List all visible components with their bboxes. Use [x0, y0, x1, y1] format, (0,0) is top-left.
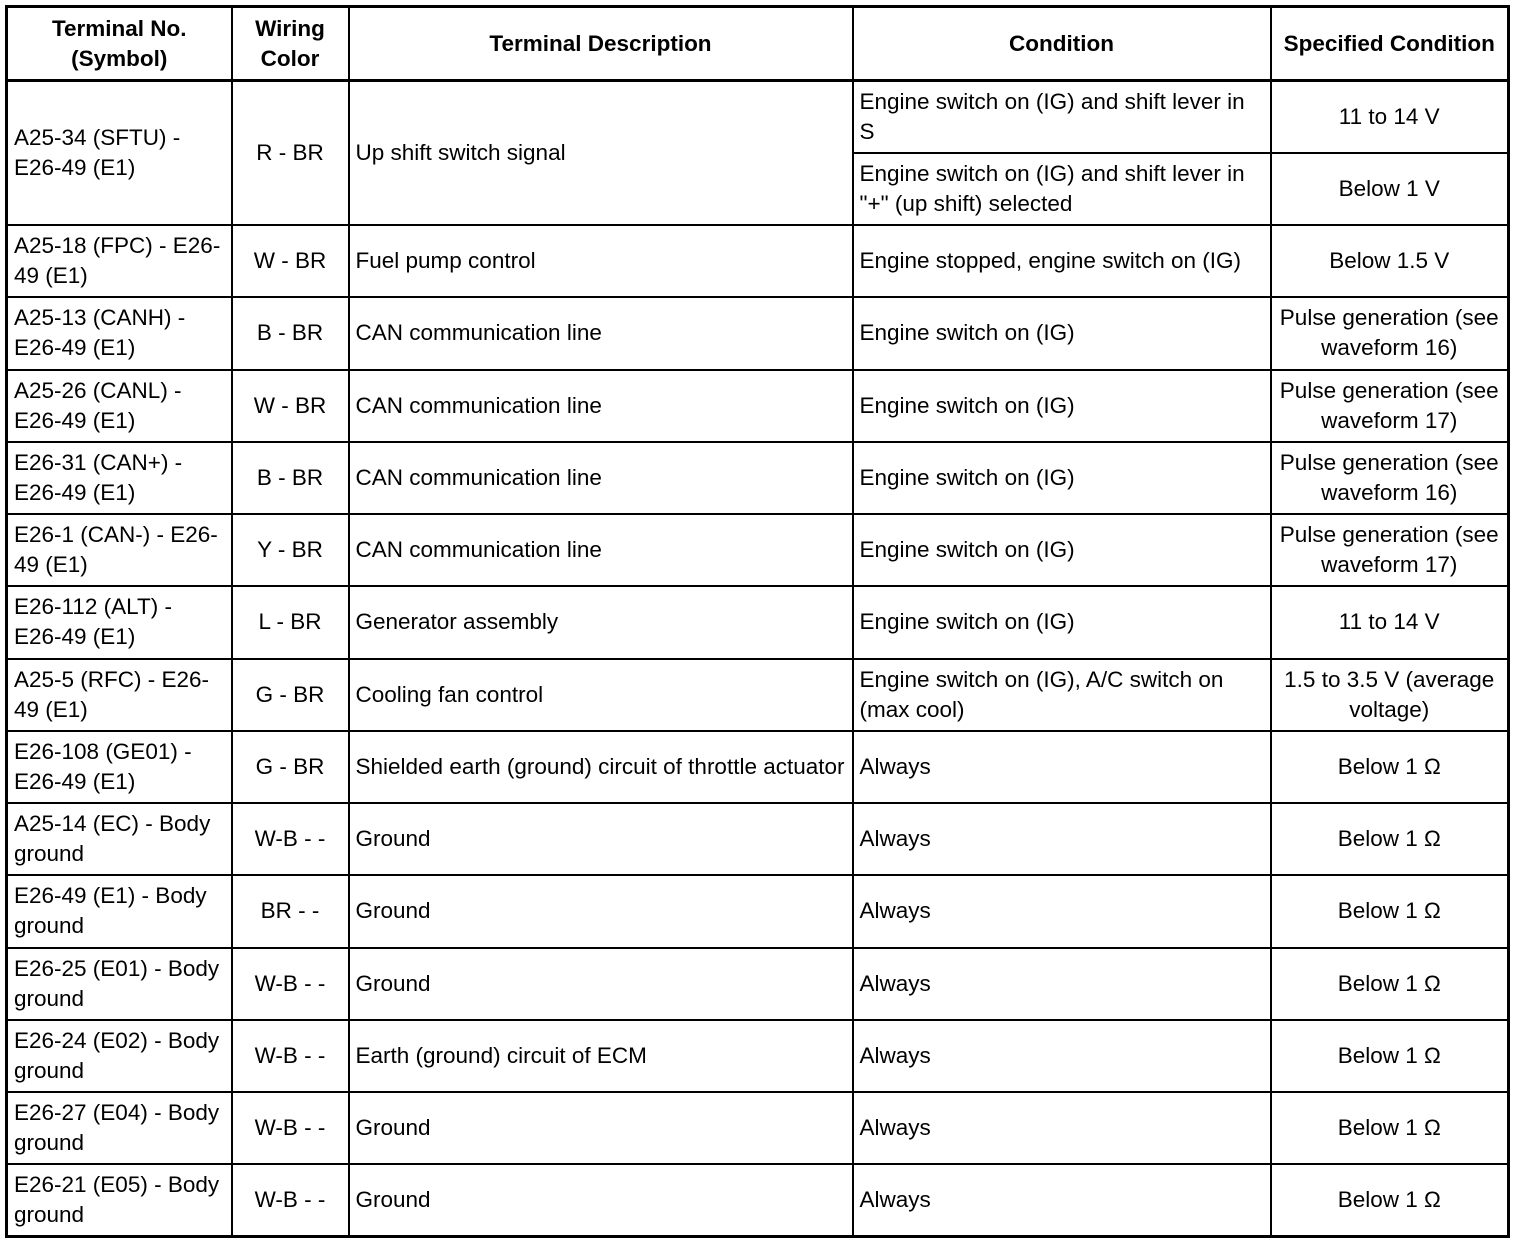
- cell-specified: Below 1 Ω: [1271, 1092, 1509, 1164]
- cell-terminal: E26-27 (E04) - Body ground: [7, 1092, 232, 1164]
- cell-terminal: E26-24 (E02) - Body ground: [7, 1020, 232, 1092]
- cell-specified: 11 to 14 V: [1271, 81, 1509, 153]
- cell-description: Ground: [349, 803, 853, 875]
- cell-condition: Always: [853, 1164, 1271, 1236]
- cell-description: Earth (ground) circuit of ECM: [349, 1020, 853, 1092]
- cell-condition: Always: [853, 875, 1271, 947]
- cell-description: Ground: [349, 1164, 853, 1236]
- cell-wiring-color: W - BR: [232, 370, 349, 442]
- cell-description: Up shift switch signal: [349, 81, 853, 226]
- cell-condition: Always: [853, 1092, 1271, 1164]
- cell-wiring-color: W - BR: [232, 225, 349, 297]
- header-terminal: Terminal No. (Symbol): [7, 7, 232, 81]
- cell-terminal: E26-21 (E05) - Body ground: [7, 1164, 232, 1236]
- cell-description: Cooling fan control: [349, 659, 853, 731]
- table-row: [7, 81, 1509, 153]
- terminal-spec-table-container: [5, 5, 1507, 1238]
- cell-terminal: A25-13 (CANH) - E26-49 (E1): [7, 297, 232, 369]
- cell-wiring-color: Y - BR: [232, 514, 349, 586]
- cell-wiring-color: W-B - -: [232, 1164, 349, 1236]
- cell-specified: Below 1 Ω: [1271, 731, 1509, 803]
- cell-wiring-color: G - BR: [232, 731, 349, 803]
- table-row: [7, 514, 1509, 586]
- cell-specified: Below 1 Ω: [1271, 948, 1509, 1020]
- header-wiring-color: Wiring Color: [232, 7, 349, 81]
- terminal-spec-table: [5, 5, 1510, 1238]
- table-row: [7, 948, 1509, 1020]
- cell-description: Shielded earth (ground) circuit of throttle actuator: [349, 731, 853, 803]
- cell-terminal: E26-49 (E1) - Body ground: [7, 875, 232, 947]
- cell-terminal: E26-31 (CAN+) - E26-49 (E1): [7, 442, 232, 514]
- cell-terminal: A25-5 (RFC) - E26-49 (E1): [7, 659, 232, 731]
- cell-condition: Engine switch on (IG) and shift lever in "+" (up shift) selected: [853, 153, 1271, 225]
- table-row: [7, 731, 1509, 803]
- cell-specified: 11 to 14 V: [1271, 586, 1509, 658]
- cell-specified: Below 1 V: [1271, 153, 1509, 225]
- table-row: [7, 803, 1509, 875]
- table-row: [7, 1020, 1509, 1092]
- header-terminal-description: Terminal Description: [349, 7, 853, 81]
- table-row: [7, 875, 1509, 947]
- cell-specified: Pulse generation (see waveform 16): [1271, 297, 1509, 369]
- table-row: [7, 1092, 1509, 1164]
- cell-wiring-color: R - BR: [232, 81, 349, 226]
- cell-description: CAN communication line: [349, 370, 853, 442]
- table-row: [7, 659, 1509, 731]
- cell-terminal: E26-108 (GE01) - E26-49 (E1): [7, 731, 232, 803]
- cell-description: Ground: [349, 948, 853, 1020]
- cell-condition: Engine switch on (IG), A/C switch on (max cool): [853, 659, 1271, 731]
- table-row: [7, 297, 1509, 369]
- cell-condition: Engine switch on (IG): [853, 514, 1271, 586]
- cell-terminal: E26-1 (CAN-) - E26-49 (E1): [7, 514, 232, 586]
- cell-description: CAN communication line: [349, 442, 853, 514]
- cell-description: Ground: [349, 875, 853, 947]
- cell-condition: Engine switch on (IG): [853, 586, 1271, 658]
- cell-specified: Below 1 Ω: [1271, 875, 1509, 947]
- cell-condition: Always: [853, 731, 1271, 803]
- table-row: [7, 370, 1509, 442]
- cell-wiring-color: BR - -: [232, 875, 349, 947]
- cell-condition: Engine switch on (IG) and shift lever in S: [853, 81, 1271, 153]
- table-row: [7, 1164, 1509, 1236]
- cell-wiring-color: W-B - -: [232, 1092, 349, 1164]
- cell-specified: Below 1 Ω: [1271, 1020, 1509, 1092]
- cell-wiring-color: L - BR: [232, 586, 349, 658]
- table-row: [7, 442, 1509, 514]
- cell-terminal: E26-112 (ALT) - E26-49 (E1): [7, 586, 232, 658]
- header-specified-condition: Specified Condition: [1271, 7, 1509, 81]
- cell-description: Ground: [349, 1092, 853, 1164]
- cell-wiring-color: B - BR: [232, 442, 349, 514]
- cell-description: CAN communication line: [349, 514, 853, 586]
- cell-wiring-color: W-B - -: [232, 803, 349, 875]
- cell-condition: Engine switch on (IG): [853, 297, 1271, 369]
- cell-condition: Always: [853, 1020, 1271, 1092]
- header-row: [7, 7, 1509, 81]
- table-row: [7, 225, 1509, 297]
- cell-description: CAN communication line: [349, 297, 853, 369]
- cell-specified: Below 1.5 V: [1271, 225, 1509, 297]
- cell-condition: Engine switch on (IG): [853, 370, 1271, 442]
- cell-terminal: A25-26 (CANL) - E26-49 (E1): [7, 370, 232, 442]
- cell-wiring-color: W-B - -: [232, 1020, 349, 1092]
- cell-condition: Always: [853, 948, 1271, 1020]
- cell-specified: Below 1 Ω: [1271, 803, 1509, 875]
- header-condition: Condition: [853, 7, 1271, 81]
- cell-specified: Pulse generation (see waveform 17): [1271, 514, 1509, 586]
- table-row: [7, 586, 1509, 658]
- cell-condition: Engine switch on (IG): [853, 442, 1271, 514]
- cell-description: Fuel pump control: [349, 225, 853, 297]
- cell-specified: 1.5 to 3.5 V (average voltage): [1271, 659, 1509, 731]
- cell-terminal: E26-25 (E01) - Body ground: [7, 948, 232, 1020]
- cell-specified: Pulse generation (see waveform 17): [1271, 370, 1509, 442]
- cell-wiring-color: G - BR: [232, 659, 349, 731]
- cell-wiring-color: B - BR: [232, 297, 349, 369]
- cell-specified: Below 1 Ω: [1271, 1164, 1509, 1236]
- cell-terminal: A25-34 (SFTU) - E26-49 (E1): [7, 81, 232, 226]
- cell-condition: Engine stopped, engine switch on (IG): [853, 225, 1271, 297]
- cell-terminal: A25-18 (FPC) - E26-49 (E1): [7, 225, 232, 297]
- cell-specified: Pulse generation (see waveform 16): [1271, 442, 1509, 514]
- cell-condition: Always: [853, 803, 1271, 875]
- cell-description: Generator assembly: [349, 586, 853, 658]
- cell-wiring-color: W-B - -: [232, 948, 349, 1020]
- cell-terminal: A25-14 (EC) - Body ground: [7, 803, 232, 875]
